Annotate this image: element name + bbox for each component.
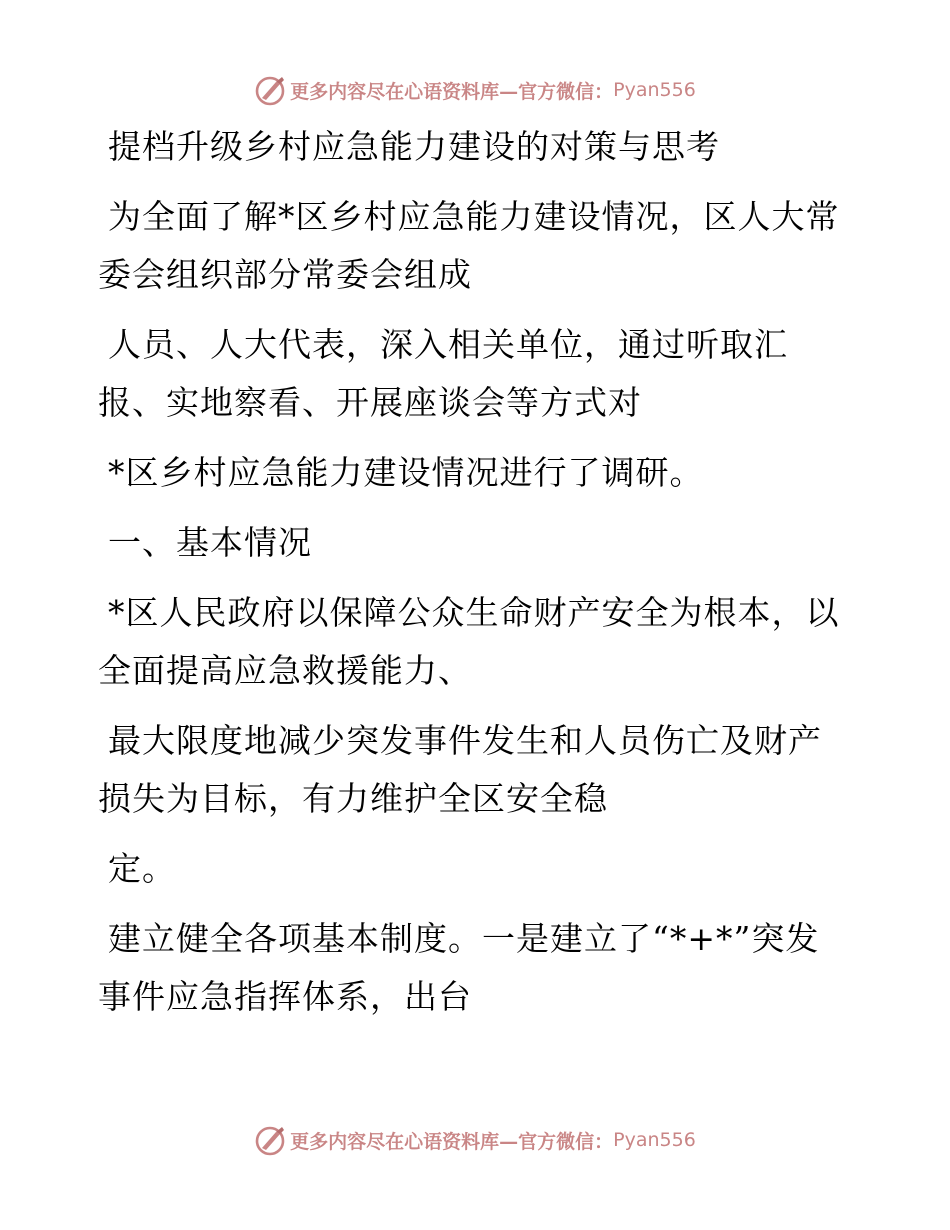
paragraph [98, 194, 858, 298]
pen-circle-logo-icon [254, 1124, 286, 1156]
paragraph-line: 委会组织部分常委会组成 [98, 255, 472, 294]
paragraph-line: *区人民政府以保障公众生命财产安全为根本，以 [108, 593, 840, 632]
paragraph [98, 590, 858, 694]
watermark-text: 更多内容尽在心语资料库—官方微信： [290, 1130, 614, 1153]
document-body [98, 124, 858, 1020]
paragraph-line: 事件应急指挥体系，出台 [98, 977, 472, 1016]
section-heading [98, 520, 858, 566]
watermark-text: 更多内容尽在心语资料库—官方微信： [290, 80, 614, 103]
paragraph-line: 报、实地察看、开展座谈会等方式对 [98, 383, 642, 422]
footer-watermark [0, 1120, 950, 1160]
paragraph-line: *区乡村应急能力建设情况进行了调研。 [108, 453, 704, 492]
watermark-contact: Pyan556 [613, 79, 696, 101]
watermark-contact: Pyan556 [613, 1129, 696, 1151]
pen-circle-logo-icon [254, 74, 286, 106]
paragraph-line: 人员、人大代表，深入相关单位，通过听取汇 [108, 325, 788, 364]
paragraph [98, 322, 858, 426]
document-title: 提档升级乡村应急能力建设的对策与思考 [108, 127, 720, 166]
paragraph-line: 为全面了解*区乡村应急能力建设情况，区人大常 [108, 197, 840, 236]
header-watermark [0, 70, 950, 110]
paragraph-line: 建立健全各项基本制度。一是建立了“*+*”突发 [108, 919, 820, 958]
paragraph-line: 全面提高应急救援能力、 [98, 651, 472, 690]
paragraph [98, 916, 858, 1020]
paragraph-line: 损失为目标，有力维护全区安全稳 [98, 779, 608, 818]
paragraph-line: 最大限度地减少突发事件发生和人员伤亡及财产 [108, 721, 822, 760]
paragraph [98, 846, 858, 892]
paragraph [98, 450, 858, 496]
section-heading-line: 一、基本情况 [108, 523, 312, 562]
paragraph-line: 定。 [108, 849, 176, 888]
paragraph [98, 718, 858, 822]
